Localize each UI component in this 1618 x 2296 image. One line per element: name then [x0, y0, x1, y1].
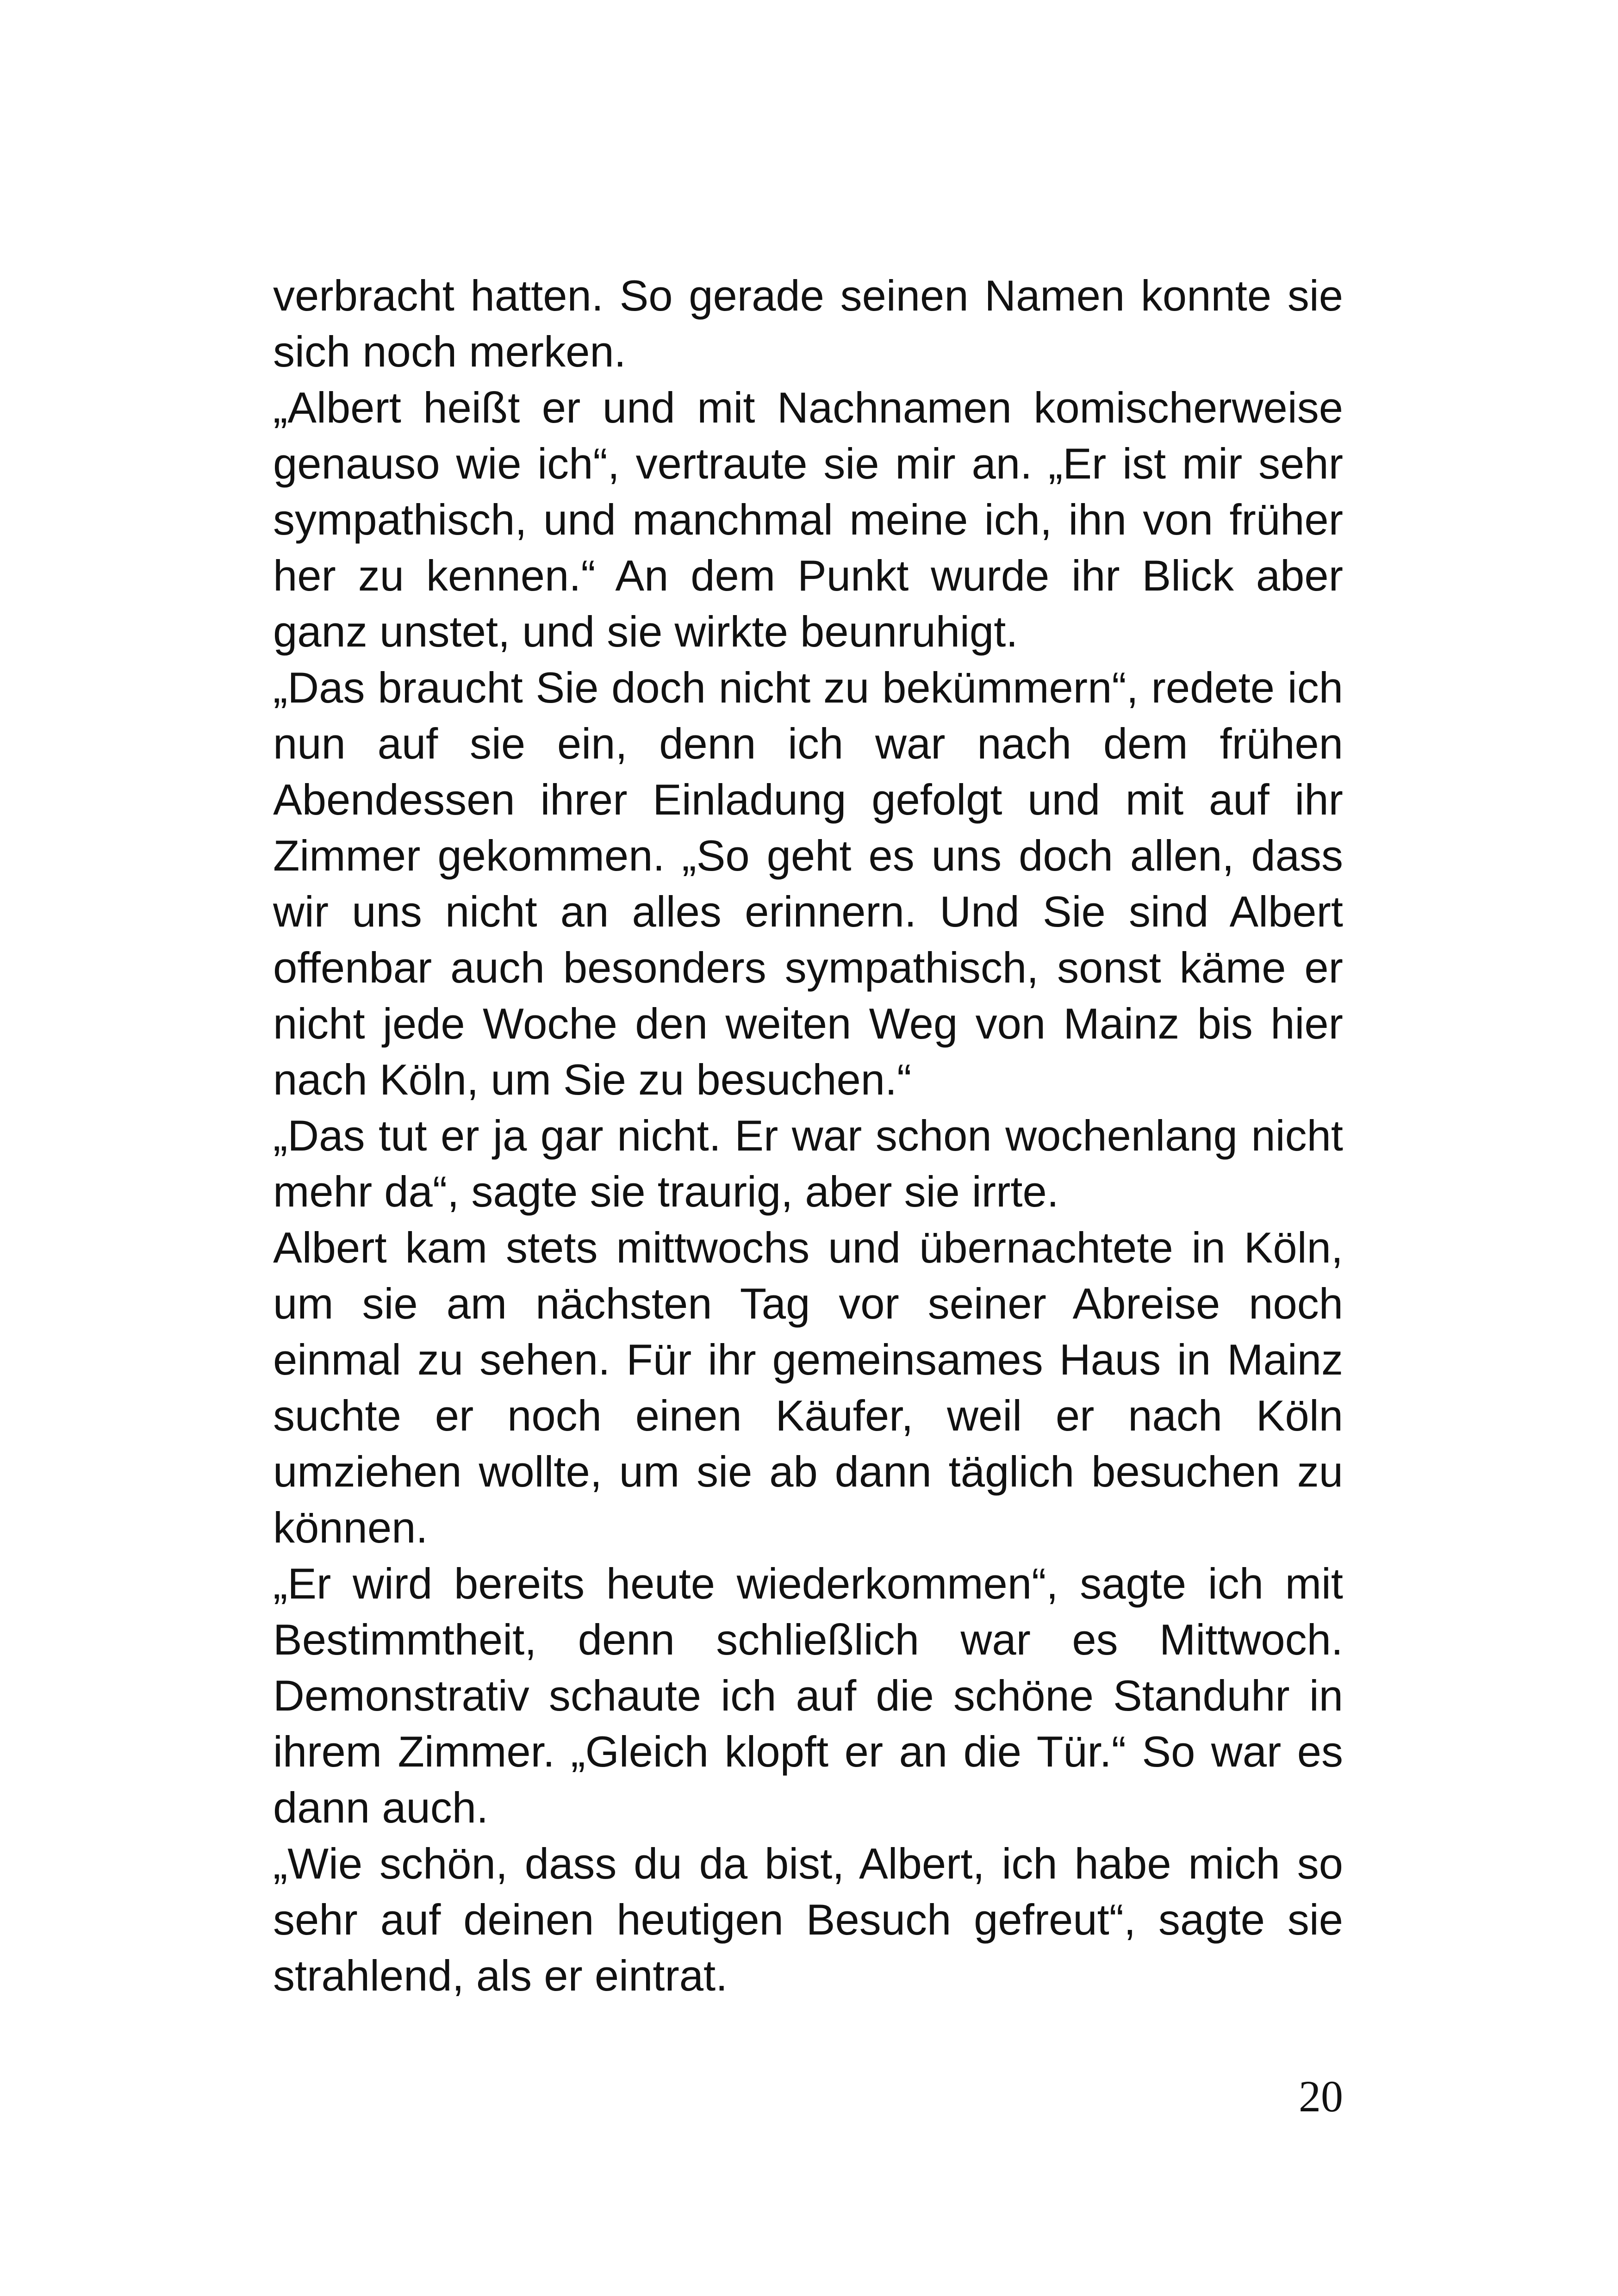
- paragraph-4: „Das tut er ja gar nicht. Er war schon wochenlang nicht mehr da“, sagte sie traurig, aber sie irrte.: [273, 1111, 1343, 1216]
- paragraph-7: „Wie schön, dass du da bist, Albert, ich habe mich so sehr auf deinen heutigen Besuch gefreut“, sagte sie strahlend, als er eintrat.: [273, 1839, 1343, 2000]
- body-text: [273, 268, 1343, 2004]
- paragraph-1: verbracht hatten. So gerade seinen Namen konnte sie sich noch merken.: [273, 271, 1343, 376]
- paragraph-6: „Er wird bereits heute wiederkommen“, sagte ich mit Bestimmtheit, denn schließlich war es Mittwoch. Demonstrativ schaute ich auf die schöne Standuhr in ihrem Zimmer. „Gleich klopft er an die Tür.“ So war es dann auch.: [273, 1559, 1343, 1832]
- paragraph-5: Albert kam stets mittwochs und übernachtete in Köln, um sie am nächsten Tag vor seiner Abreise noch einmal zu sehen. Für ihr gemeinsames Haus in Mainz suchte er noch einen Käufer, weil er nach Köln umziehen wollte, um sie ab dann täglich besuchen zu können.: [273, 1223, 1343, 1552]
- page-number: 20: [1299, 2072, 1343, 2121]
- paragraph-3: „Das braucht Sie doch nicht zu bekümmern“, redete ich nun auf sie ein, denn ich war nach dem frühen Abendessen ihrer Einladung gefolgt und mit auf ihr Zimmer gekommen. „So geht es uns doch allen, dass wir uns nicht an alles erinnern. Und Sie sind Albert offenbar auch besonders sympathisch, sonst käme er nicht jede Woche den weiten Weg von Mainz bis hier nach Köln, um Sie zu besuchen.“: [273, 663, 1343, 1104]
- paragraph-2: „Albert heißt er und mit Nachnamen komischerweise genauso wie ich“, vertraute sie mir an. „Er ist mir sehr sympathisch, und manchmal meine ich, ihn von früher her zu kennen.“ An dem Punkt wurde ihr Blick aber ganz unstet, und sie wirkte beunruhigt.: [273, 383, 1343, 656]
